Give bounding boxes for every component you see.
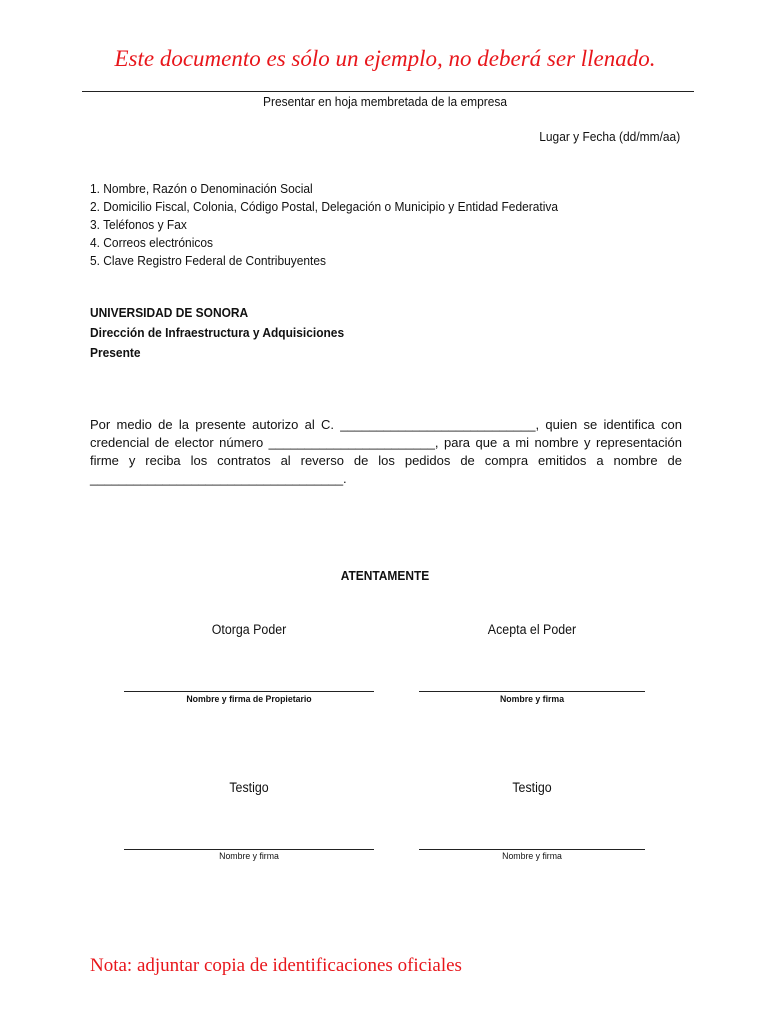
witness2-role: Testigo	[512, 780, 552, 795]
grantor-caption: Nombre y firma de Propietario	[186, 694, 312, 705]
letterhead-instruction: Presentar en hoja membretada de la empresa	[262, 94, 508, 109]
list-item: 1. Nombre, Razón o Denominación Social	[90, 181, 313, 196]
addressee-dept: Dirección de Infraestructura y Adquisiciones	[90, 325, 345, 340]
attachment-note: Nota: adjuntar copia de identificaciones oficiales	[90, 955, 462, 976]
list-item: 3. Teléfonos y Fax	[90, 217, 187, 232]
grantor-role: Otorga Poder	[211, 622, 287, 637]
authorization-paragraph: Por medio de la presente autorizo al C. ___________________________, quien se identifica con credencial de elector número _______________________, para que a mi nombre y representación firme y reciba los contratos al reverso de los pedidos de compra emitidos a nombre de ___________________________________.	[90, 417, 682, 486]
list-item: 4. Correos electrónicos	[90, 235, 213, 250]
grantor-signature-line	[124, 691, 374, 692]
closing: ATENTAMENTE	[340, 568, 430, 583]
witness1-signature-line	[124, 849, 374, 850]
list-item: 5. Clave Registro Federal de Contribuyentes	[90, 253, 327, 268]
list-item: 2. Domicilio Fiscal, Colonia, Código Postal, Delegación o Municipio y Entidad Federativa	[90, 199, 559, 214]
place-date: Lugar y Fecha (dd/mm/aa)	[539, 129, 680, 144]
witness2-signature-line	[419, 849, 645, 850]
addressee-greeting: Presente	[90, 345, 141, 360]
acceptor-role: Acepta el Poder	[487, 622, 577, 637]
acceptor-signature-line	[419, 691, 645, 692]
acceptor-caption: Nombre y firma	[499, 694, 565, 705]
company-data-list	[90, 180, 558, 270]
addressee-org: UNIVERSIDAD DE SONORA	[90, 305, 249, 320]
witness1-role: Testigo	[229, 780, 269, 795]
witness1-caption: Nombre y firma	[219, 851, 279, 862]
witness2-caption: Nombre y firma	[502, 851, 562, 862]
sample-warning: Este documento es sólo un ejemplo, no deberá ser llenado.	[114, 46, 656, 71]
header-rule	[82, 91, 694, 92]
